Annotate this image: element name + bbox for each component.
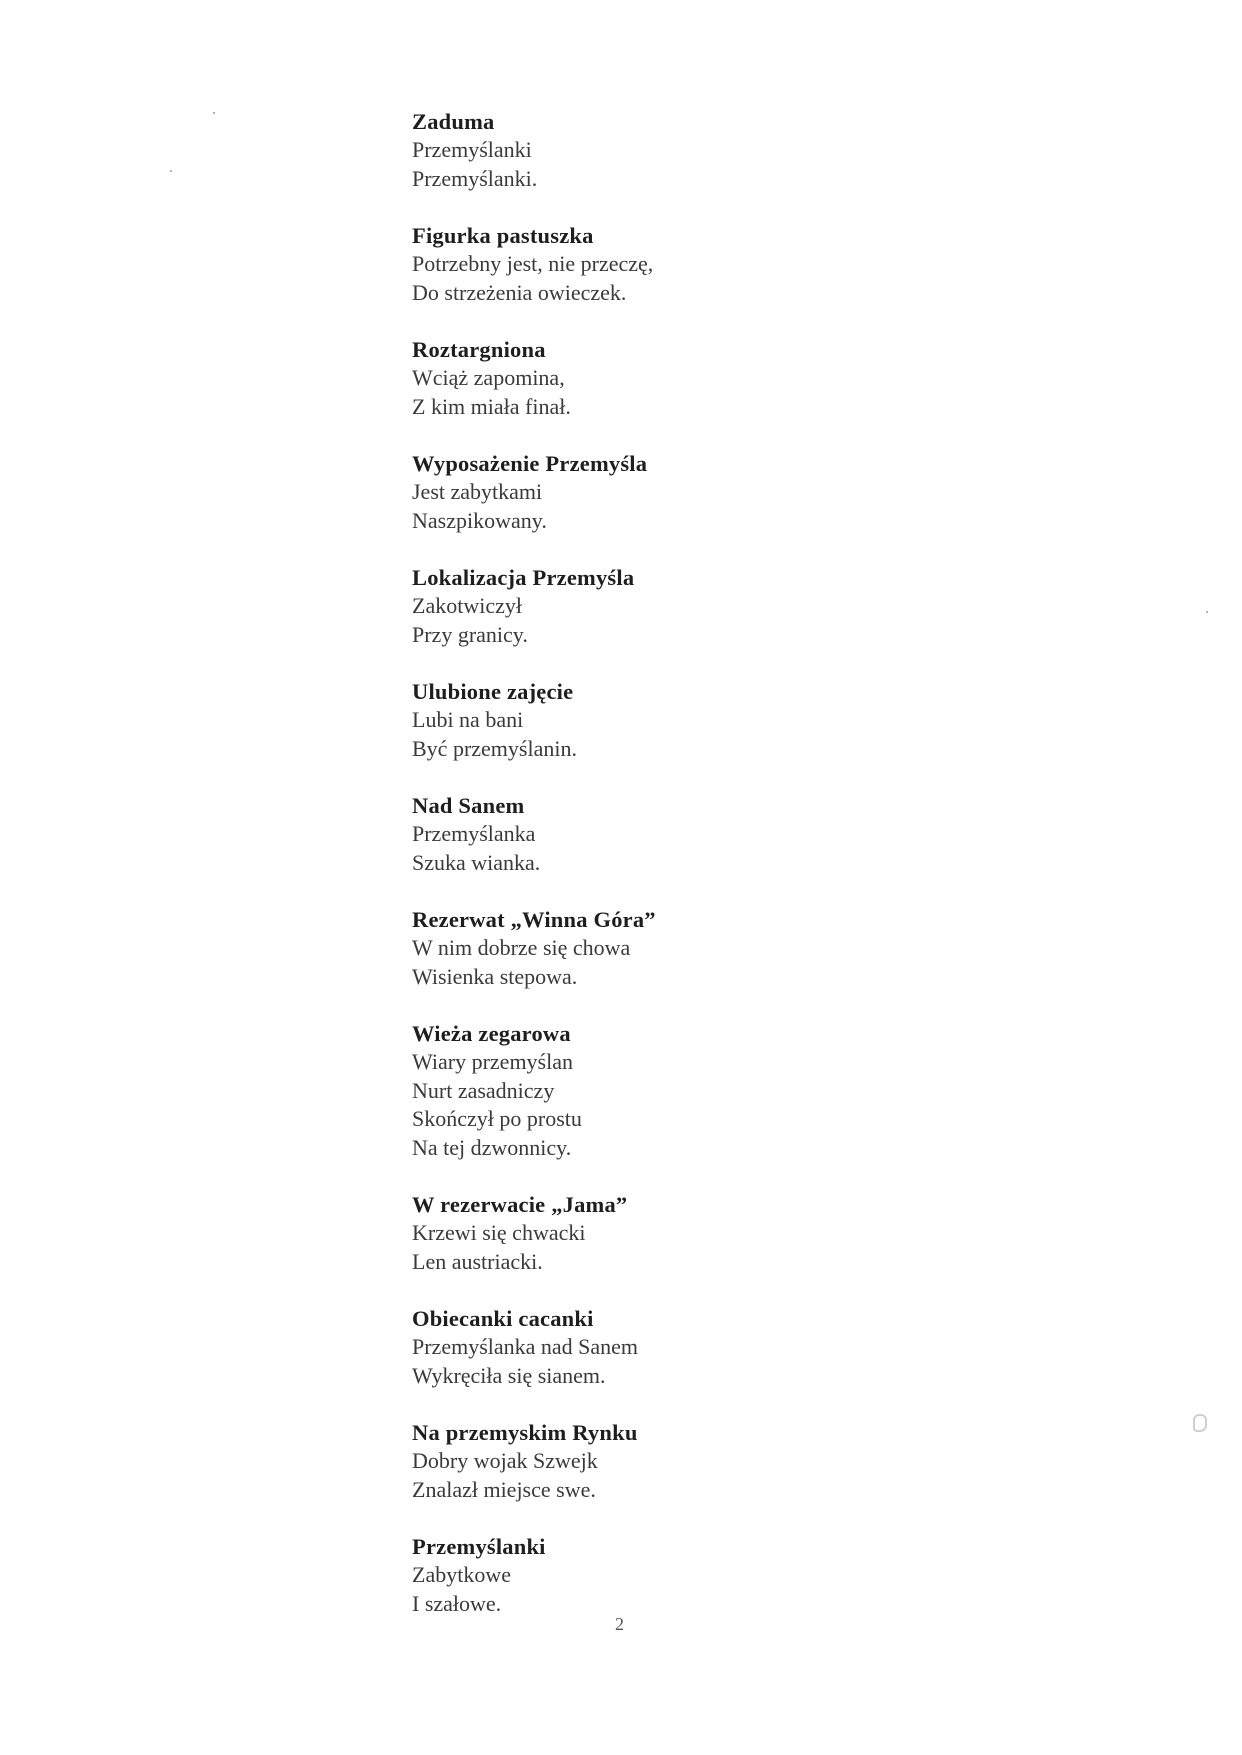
- poem-title: W rezerwacie „Jama”: [412, 1192, 628, 1217]
- poem-line: Potrzebny jest, nie przeczę,: [412, 251, 654, 276]
- poem-line: Nurt zasadniczy: [412, 1077, 555, 1103]
- poem-line: Naszpikowany.: [412, 507, 547, 533]
- poem-line: I szałowe.: [412, 1590, 502, 1616]
- poem-title: Lokalizacja Przemyśla: [412, 565, 635, 590]
- poem-line: W nim dobrze się chowa: [412, 935, 631, 960]
- poem-line: Dobry wojak Szwejk: [412, 1448, 598, 1473]
- poem: [412, 108, 972, 193]
- poem-line: Zakotwiczył: [412, 593, 522, 618]
- poem: [412, 906, 972, 991]
- scan-edge-mark: [1193, 1414, 1207, 1432]
- page-number: 2: [615, 1614, 624, 1634]
- poem-line: Przy granicy.: [412, 621, 528, 647]
- scan-speck: [170, 170, 172, 172]
- poem-line: Krzewi się chwacki: [412, 1220, 586, 1245]
- poem-line: Len austriacki.: [412, 1248, 543, 1274]
- scan-speck: [1206, 611, 1208, 613]
- poem: [412, 1191, 972, 1276]
- poem-line: Do strzeżenia owieczek.: [412, 279, 627, 305]
- poem-line: Wiary przemyślan: [412, 1049, 573, 1074]
- poem: [412, 1419, 972, 1504]
- poem-line: Przemyślanki: [412, 137, 532, 162]
- poem-title: Przemyślanki: [412, 1534, 546, 1559]
- poem-line: Wisienka stepowa.: [412, 963, 578, 989]
- poem-line: Jest zabytkami: [412, 479, 543, 504]
- poem: [412, 564, 972, 649]
- poem-title: Figurka pastuszka: [412, 223, 594, 248]
- poem-line: Przemyślanki.: [412, 165, 538, 191]
- poem: [412, 1020, 972, 1162]
- poem: [412, 222, 972, 307]
- poem: [412, 678, 972, 763]
- scan-speck: [213, 112, 215, 114]
- poem-title: Wyposażenie Przemyśla: [412, 451, 648, 476]
- poem-line: Przemyślanka: [412, 821, 536, 846]
- poem: [412, 1533, 972, 1618]
- poem-title: Nad Sanem: [412, 793, 525, 818]
- poem: [412, 1305, 972, 1390]
- poem: [412, 336, 972, 421]
- poem: [412, 450, 972, 535]
- poem-line: Wciąż zapomina,: [412, 365, 565, 390]
- poem-title: Ulubione zajęcie: [412, 679, 574, 704]
- poem-title: Roztargniona: [412, 337, 546, 362]
- poem-title: Rezerwat „Winna Góra”: [412, 907, 656, 932]
- poem-line: Zabytkowe: [412, 1562, 511, 1587]
- poem-line: Na tej dzwonnicy.: [412, 1134, 572, 1160]
- poem-line: Wykręciła się sianem.: [412, 1362, 606, 1388]
- poem-title: Wieża zegarowa: [412, 1021, 571, 1046]
- poem-line: Skończył po prostu: [412, 1106, 582, 1131]
- poem-title: Obiecanki cacanki: [412, 1306, 594, 1331]
- poem-line: Być przemyślanin.: [412, 735, 577, 761]
- poem-list: [412, 108, 972, 1647]
- poem-line: Szuka wianka.: [412, 849, 541, 875]
- poem-line: Lubi na bani: [412, 707, 524, 732]
- poem-line: Znalazł miejsce swe.: [412, 1476, 596, 1502]
- poem-line: Z kim miała finał.: [412, 393, 571, 419]
- poem-line: Przemyślanka nad Sanem: [412, 1334, 639, 1359]
- poem-title: Zaduma: [412, 109, 495, 134]
- poem: [412, 792, 972, 877]
- poem-title: Na przemyskim Rynku: [412, 1420, 638, 1445]
